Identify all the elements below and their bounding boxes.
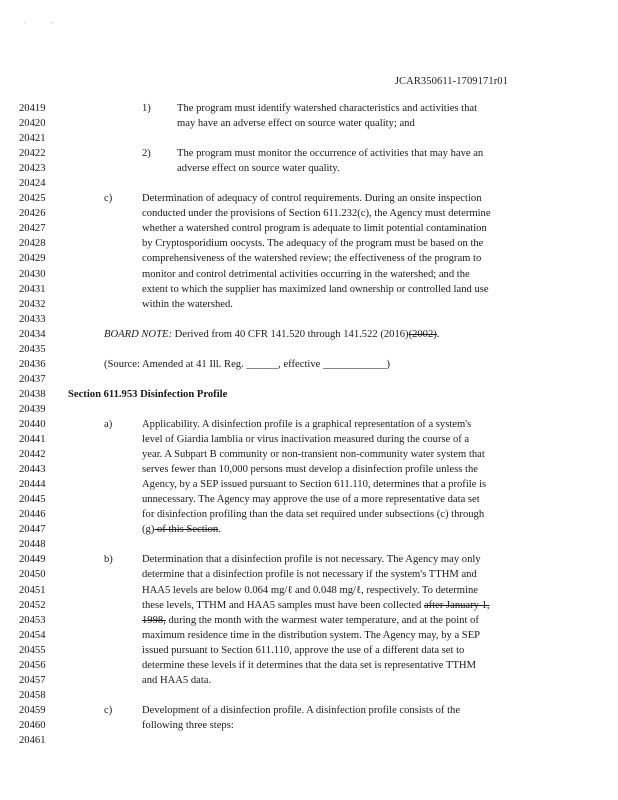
document-line <box>0 643 618 658</box>
document-line <box>0 297 618 312</box>
line-number: 20450 <box>19 569 46 581</box>
struck-text: of this Section <box>154 524 219 536</box>
document-line <box>0 251 618 266</box>
line-number: 20429 <box>19 253 46 265</box>
document-line <box>0 101 618 116</box>
line-number: 20427 <box>19 223 46 235</box>
line-text: determine that a disinfection profile is not necessary if the system's TTHM and <box>142 569 477 581</box>
document-line <box>0 522 618 537</box>
document-line <box>0 372 618 387</box>
line-text: serves fewer than 10,000 persons must develop a disinfection profile unless the <box>142 464 478 476</box>
document-line <box>0 598 618 613</box>
line-text: Determination of adequacy of control requirements. During an onsite inspection <box>142 193 482 205</box>
item-label: a) <box>104 418 113 430</box>
speck: ' <box>24 22 26 28</box>
item-label: 1) <box>142 103 151 114</box>
line-number: 20432 <box>19 298 46 310</box>
document-line <box>0 116 618 131</box>
document-line <box>0 191 618 206</box>
line-number: 20443 <box>19 464 46 476</box>
line-number: 20460 <box>19 719 46 731</box>
line-number: 20457 <box>19 674 46 686</box>
line-number: 20449 <box>19 554 46 566</box>
scan-specks <box>24 22 80 28</box>
line-number: 20422 <box>19 148 46 160</box>
document-line <box>0 703 618 718</box>
document-line <box>0 312 618 327</box>
line-number: 20446 <box>19 509 46 521</box>
board-note: BOARD NOTE: Derived from 40 CFR 141.520 through 141.522 (2016)(2002). <box>104 328 440 340</box>
line-text: Applicability. A disinfection profile is a graphical representation of a system's <box>142 418 472 430</box>
document-line <box>0 673 618 688</box>
board-note-label: BOARD NOTE: <box>104 328 172 340</box>
document-line <box>0 492 618 507</box>
document-line <box>0 417 618 432</box>
document-line <box>0 327 618 342</box>
document-line <box>0 176 618 191</box>
line-text: extent to which the supplier has maximized land ownership or controlled land use <box>142 283 489 295</box>
line-number: 20436 <box>19 358 46 370</box>
line-number: 20461 <box>19 734 46 746</box>
line-text: (g) of this Section. <box>142 524 221 536</box>
document-line <box>0 567 618 582</box>
document-line <box>0 432 618 447</box>
line-text: unnecessary. The Agency may approve the use of a more representative data set <box>142 494 480 506</box>
document-line <box>0 161 618 176</box>
line-text: and HAA5 data. <box>142 674 212 686</box>
document-line <box>0 267 618 282</box>
line-text: The program must identify watershed characteristics and activities that <box>177 103 478 114</box>
line-number: 20442 <box>19 449 46 461</box>
line-number: 20451 <box>19 584 46 596</box>
line-number: 20459 <box>19 704 46 716</box>
document-line <box>0 583 618 598</box>
line-number: 20444 <box>19 479 46 491</box>
document-line <box>0 342 618 357</box>
line-number: 20438 <box>19 388 46 400</box>
line-number: 20456 <box>19 659 46 671</box>
line-text: conducted under the provisions of Section 611.232(c), the Agency must determine <box>142 208 491 220</box>
line-text: Agency, by a SEP issued pursuant to Section 611.110, determines that a profile is <box>142 479 487 491</box>
line-number: 20458 <box>19 689 46 701</box>
item-label: b) <box>104 554 113 566</box>
document-line <box>0 282 618 297</box>
struck-text: 1998, <box>142 614 166 626</box>
document-line <box>0 507 618 522</box>
line-text: determine these levels if it determines that the data set is representative TTHM <box>142 659 476 671</box>
line-number: 20434 <box>19 328 46 340</box>
document-code: JCAR350611-1709171r01 <box>394 76 508 87</box>
line-text: may have an adverse effect on source water quality; and <box>177 118 415 130</box>
document-line <box>0 146 618 161</box>
document-line <box>0 387 618 402</box>
item-label: 2) <box>142 148 151 160</box>
document-line <box>0 447 618 462</box>
document-line <box>0 462 618 477</box>
line-text: for disinfection profiling than the data set required under subsections (c) through <box>142 509 485 521</box>
line-text: HAA5 levels are below 0.064 mg/ℓ and 0.048 mg/ℓ, respectively. To determine <box>142 584 478 596</box>
document-line <box>0 552 618 567</box>
line-number: 20421 <box>19 133 46 145</box>
document-line <box>0 613 618 628</box>
line-text: adverse effect on source water quality. <box>177 163 340 175</box>
line-number: 20425 <box>19 193 46 205</box>
line-number: 20439 <box>19 403 46 415</box>
document-line <box>0 131 618 146</box>
line-number: 20440 <box>19 418 46 430</box>
line-text: monitor and control detrimental activities occurring in the watershed; and the <box>142 268 470 280</box>
line-number: 20455 <box>19 644 46 656</box>
line-text: level of Giardia lamblia or virus inactivation measured during the course of a <box>142 434 470 446</box>
line-number: 20453 <box>19 614 46 626</box>
line-text: by Cryptosporidium oocysts. The adequacy of the program must be based on the <box>142 238 484 250</box>
line-number: 20445 <box>19 494 46 506</box>
item-label: c) <box>104 704 113 716</box>
document-line <box>0 206 618 221</box>
line-text: comprehensiveness of the watershed review; the effectiveness of the program to <box>142 253 482 265</box>
line-number: 20435 <box>19 343 46 355</box>
document-line <box>0 477 618 492</box>
document-line <box>0 658 618 673</box>
document-line <box>0 628 618 643</box>
document-line <box>0 537 618 552</box>
speck: " <box>51 22 54 28</box>
line-number: 20419 <box>19 103 46 114</box>
line-text: Determination that a disinfection profile is not necessary. The Agency may only <box>142 554 481 566</box>
line-text: these levels, TTHM and HAA5 samples must have been collected after January 1, <box>142 599 490 611</box>
item-label: c) <box>104 193 113 205</box>
line-number: 20454 <box>19 629 46 641</box>
line-text: year. A Subpart B community or non-transient non-community water system that <box>142 449 485 461</box>
line-number: 20428 <box>19 238 46 250</box>
line-number: 20426 <box>19 208 46 220</box>
line-number: 20431 <box>19 283 46 295</box>
struck-text: (2002) <box>408 328 437 340</box>
line-number: 20430 <box>19 268 46 280</box>
document-line <box>0 733 618 748</box>
line-number: 20447 <box>19 524 46 536</box>
numbered-lines <box>0 101 618 748</box>
document-line <box>0 688 618 703</box>
line-text: within the watershed. <box>142 298 233 310</box>
line-number: 20452 <box>19 599 46 611</box>
line-number: 20441 <box>19 434 46 446</box>
document-line <box>0 221 618 236</box>
line-text: Development of a disinfection profile. A disinfection profile consists of the <box>142 704 461 716</box>
line-number: 20420 <box>19 118 46 130</box>
struck-text: after January 1, <box>423 599 490 611</box>
line-text: following three steps: <box>142 719 234 731</box>
document-line <box>0 236 618 251</box>
line-number: 20423 <box>19 163 46 175</box>
document-line <box>0 402 618 417</box>
line-text: maximum residence time in the distribution system. The Agency may, by a SEP <box>142 629 481 641</box>
line-text: issued pursuant to Section 611.110, approve the use of a different data set to <box>142 644 465 656</box>
line-text: The program must monitor the occurrence of activities that may have an <box>177 148 484 160</box>
line-number: 20424 <box>19 178 46 190</box>
document-line <box>0 718 618 733</box>
line-text: 1998, during the month with the warmest water temperature, and at the point of <box>142 614 479 626</box>
line-number: 20437 <box>19 373 46 385</box>
source-note: (Source: Amended at 41 Ill. Reg. ______, effective ____________) <box>104 358 391 370</box>
section-heading: Section 611.953 Disinfection Profile <box>68 388 228 400</box>
line-number: 20448 <box>19 539 46 551</box>
line-text: whether a watershed control program is adequate to limit potential contamination <box>142 223 487 235</box>
line-number: 20433 <box>19 313 46 325</box>
document-line <box>0 357 618 372</box>
